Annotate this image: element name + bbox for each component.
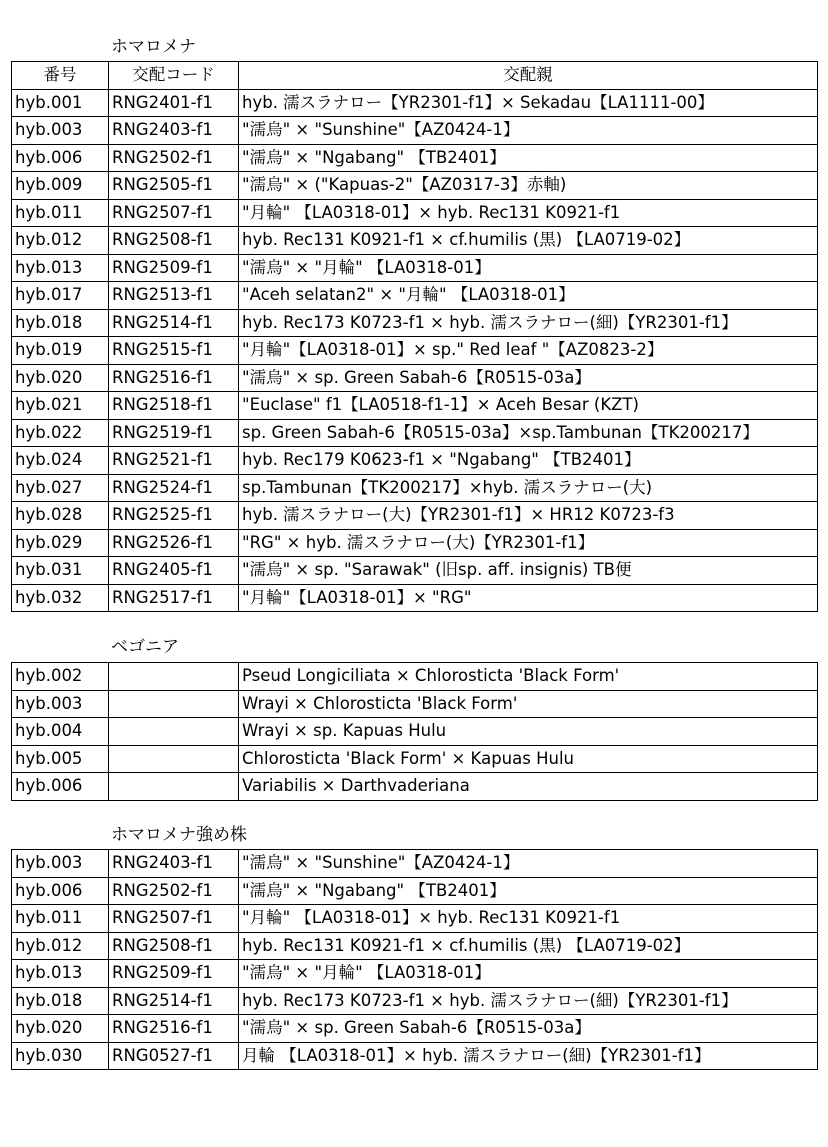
cell-cross-code: RNG2502-f1 [109, 877, 239, 905]
cell-number: hyb.013 [12, 254, 109, 282]
cell-cross-code: RNG2516-f1 [109, 1015, 239, 1043]
cell-parents: "Euclase" f1【LA0518-f1-1】× Aceh Besar (KZT) [239, 392, 818, 420]
cell-parents: "濡烏" × sp. Green Sabah-6【R0515-03a】 [239, 1015, 818, 1043]
cell-parents: "濡烏" × "Ngabang" 【TB2401】 [239, 877, 818, 905]
cell-number: hyb.006 [12, 773, 109, 801]
header-cross-code: 交配コード [109, 62, 239, 90]
cell-number: hyb.022 [12, 419, 109, 447]
cell-cross-code: RNG2401-f1 [109, 89, 239, 117]
cell-number: hyb.013 [12, 960, 109, 988]
table-row [12, 690, 818, 718]
cell-number: hyb.027 [12, 474, 109, 502]
header-parents: 交配親 [239, 62, 818, 90]
table-row [12, 309, 818, 337]
cell-parents: "濡烏" × "月輪" 【LA0318-01】 [239, 960, 818, 988]
cell-cross-code: RNG2502-f1 [109, 144, 239, 172]
cell-cross-code: RNG2405-f1 [109, 557, 239, 585]
header-number: 番号 [12, 62, 109, 90]
cell-parents: "月輪" 【LA0318-01】× hyb. Rec131 K0921-f1 [239, 199, 818, 227]
table-row [12, 584, 818, 612]
table-row [12, 447, 818, 475]
cell-cross-code: RNG2403-f1 [109, 117, 239, 145]
cell-parents: hyb. Rec131 K0921-f1 × cf.humilis (黒) 【LA0719-02】 [239, 227, 818, 255]
cell-parents: Wrayi × Chlorosticta 'Black Form' [239, 690, 818, 718]
cell-number: hyb.012 [12, 227, 109, 255]
table-row [12, 419, 818, 447]
cell-number: hyb.019 [12, 337, 109, 365]
cell-parents: "濡烏" × sp. "Sarawak" (旧sp. aff. insignis) TB便 [239, 557, 818, 585]
cell-number: hyb.009 [12, 172, 109, 200]
table-row [12, 254, 818, 282]
cell-number: hyb.031 [12, 557, 109, 585]
cell-cross-code: RNG2403-f1 [109, 850, 239, 878]
table-row [12, 282, 818, 310]
cell-cross-code: RNG2516-f1 [109, 364, 239, 392]
cell-parents: hyb. Rec179 K0623-f1 × "Ngabang" 【TB2401】 [239, 447, 818, 475]
cell-number: hyb.002 [12, 663, 109, 691]
cell-number: hyb.030 [12, 1042, 109, 1070]
cell-number: hyb.032 [12, 584, 109, 612]
cell-cross-code: RNG2526-f1 [109, 529, 239, 557]
cell-number: hyb.017 [12, 282, 109, 310]
cell-cross-code [109, 773, 239, 801]
table-row [12, 337, 818, 365]
section-title-homalomena-strong: ホマロメナ強め株 [111, 825, 247, 845]
cell-cross-code: RNG2508-f1 [109, 227, 239, 255]
table-row [12, 987, 818, 1015]
cell-number: hyb.004 [12, 718, 109, 746]
cell-cross-code: RNG2525-f1 [109, 502, 239, 530]
cell-parents: sp.Tambunan【TK200217】×hyb. 濡スラナロー(大) [239, 474, 818, 502]
table-row [12, 557, 818, 585]
cell-number: hyb.021 [12, 392, 109, 420]
cell-cross-code [109, 663, 239, 691]
table-row [12, 773, 818, 801]
table-row [12, 172, 818, 200]
cell-parents: sp. Green Sabah-6【R0515-03a】×sp.Tambunan【TK200217】 [239, 419, 818, 447]
cell-cross-code [109, 690, 239, 718]
cell-number: hyb.024 [12, 447, 109, 475]
cell-parents: hyb. Rec173 K0723-f1 × hyb. 濡スラナロー(細)【YR2301-f1】 [239, 987, 818, 1015]
begonia-table [11, 662, 818, 801]
table-row [12, 932, 818, 960]
cell-cross-code: RNG2509-f1 [109, 960, 239, 988]
section-title-begonia: ベゴニア [111, 637, 179, 657]
cell-cross-code: RNG2514-f1 [109, 987, 239, 1015]
cell-cross-code: RNG2509-f1 [109, 254, 239, 282]
cell-cross-code: RNG2507-f1 [109, 905, 239, 933]
table-row [12, 529, 818, 557]
cell-parents: Pseud Longiciliata × Chlorosticta 'Black Form' [239, 663, 818, 691]
cell-cross-code: RNG2514-f1 [109, 309, 239, 337]
table-row [12, 1042, 818, 1070]
cell-cross-code: RNG2513-f1 [109, 282, 239, 310]
table-row [12, 89, 818, 117]
cell-parents: "濡烏" × "Sunshine"【AZ0424-1】 [239, 117, 818, 145]
table-row [12, 850, 818, 878]
cell-cross-code: RNG2508-f1 [109, 932, 239, 960]
table-row [12, 718, 818, 746]
cell-parents: "濡烏" × sp. Green Sabah-6【R0515-03a】 [239, 364, 818, 392]
cell-parents: "濡烏" × "Ngabang" 【TB2401】 [239, 144, 818, 172]
cell-cross-code: RNG2519-f1 [109, 419, 239, 447]
cell-cross-code: RNG2507-f1 [109, 199, 239, 227]
cell-number: hyb.020 [12, 1015, 109, 1043]
cell-cross-code [109, 718, 239, 746]
table-row [12, 227, 818, 255]
table-row [12, 960, 818, 988]
cell-parents: "RG" × hyb. 濡スラナロー(大)【YR2301-f1】 [239, 529, 818, 557]
cell-parents: "濡烏" × "月輪" 【LA0318-01】 [239, 254, 818, 282]
cell-number: hyb.018 [12, 309, 109, 337]
cell-cross-code: RNG0527-f1 [109, 1042, 239, 1070]
cell-cross-code: RNG2518-f1 [109, 392, 239, 420]
cell-number: hyb.006 [12, 877, 109, 905]
table-row [12, 117, 818, 145]
cell-cross-code: RNG2505-f1 [109, 172, 239, 200]
cell-parents: "月輪"【LA0318-01】× sp." Red leaf "【AZ0823-2】 [239, 337, 818, 365]
table-row [12, 364, 818, 392]
cell-number: hyb.003 [12, 850, 109, 878]
table-row [12, 745, 818, 773]
cell-number: hyb.011 [12, 905, 109, 933]
table-row [12, 474, 818, 502]
table-row [12, 144, 818, 172]
cell-parents: 月輪 【LA0318-01】× hyb. 濡スラナロー(細)【YR2301-f1】 [239, 1042, 818, 1070]
cell-number: hyb.020 [12, 364, 109, 392]
cell-cross-code: RNG2521-f1 [109, 447, 239, 475]
cell-cross-code [109, 745, 239, 773]
homalomena-strong-table [11, 849, 818, 1070]
cell-parents: Wrayi × sp. Kapuas Hulu [239, 718, 818, 746]
cell-parents: Variabilis × Darthvaderiana [239, 773, 818, 801]
cell-number: hyb.006 [12, 144, 109, 172]
cell-parents: "濡烏" × "Sunshine"【AZ0424-1】 [239, 850, 818, 878]
cell-parents: hyb. 濡スラナロー(大)【YR2301-f1】× HR12 K0723-f3 [239, 502, 818, 530]
homalomena-table [11, 61, 818, 612]
cell-parents: hyb. 濡スラナロー【YR2301-f1】× Sekadau【LA1111-00】 [239, 89, 818, 117]
table-row [12, 199, 818, 227]
cell-parents: "Aceh selatan2" × "月輪" 【LA0318-01】 [239, 282, 818, 310]
cell-number: hyb.012 [12, 932, 109, 960]
cell-number: hyb.005 [12, 745, 109, 773]
cell-cross-code: RNG2517-f1 [109, 584, 239, 612]
cell-number: hyb.018 [12, 987, 109, 1015]
cell-number: hyb.029 [12, 529, 109, 557]
cell-number: hyb.003 [12, 690, 109, 718]
cell-cross-code: RNG2515-f1 [109, 337, 239, 365]
cell-number: hyb.003 [12, 117, 109, 145]
cell-cross-code: RNG2524-f1 [109, 474, 239, 502]
table-row [12, 905, 818, 933]
cell-parents: "濡烏" × ("Kapuas-2"【AZ0317-3】赤軸) [239, 172, 818, 200]
section-title-homalomena: ホマロメナ [111, 37, 196, 57]
cell-number: hyb.011 [12, 199, 109, 227]
table-row [12, 392, 818, 420]
table-row [12, 1015, 818, 1043]
header-row [12, 62, 818, 90]
table-row [12, 502, 818, 530]
cell-number: hyb.001 [12, 89, 109, 117]
cell-parents: hyb. Rec131 K0921-f1 × cf.humilis (黒) 【LA0719-02】 [239, 932, 818, 960]
cell-parents: "月輪"【LA0318-01】× "RG" [239, 584, 818, 612]
cell-number: hyb.028 [12, 502, 109, 530]
cell-parents: hyb. Rec173 K0723-f1 × hyb. 濡スラナロー(細)【YR2301-f1】 [239, 309, 818, 337]
table-row [12, 663, 818, 691]
table-row [12, 877, 818, 905]
cell-parents: Chlorosticta 'Black Form' × Kapuas Hulu [239, 745, 818, 773]
cell-parents: "月輪" 【LA0318-01】× hyb. Rec131 K0921-f1 [239, 905, 818, 933]
